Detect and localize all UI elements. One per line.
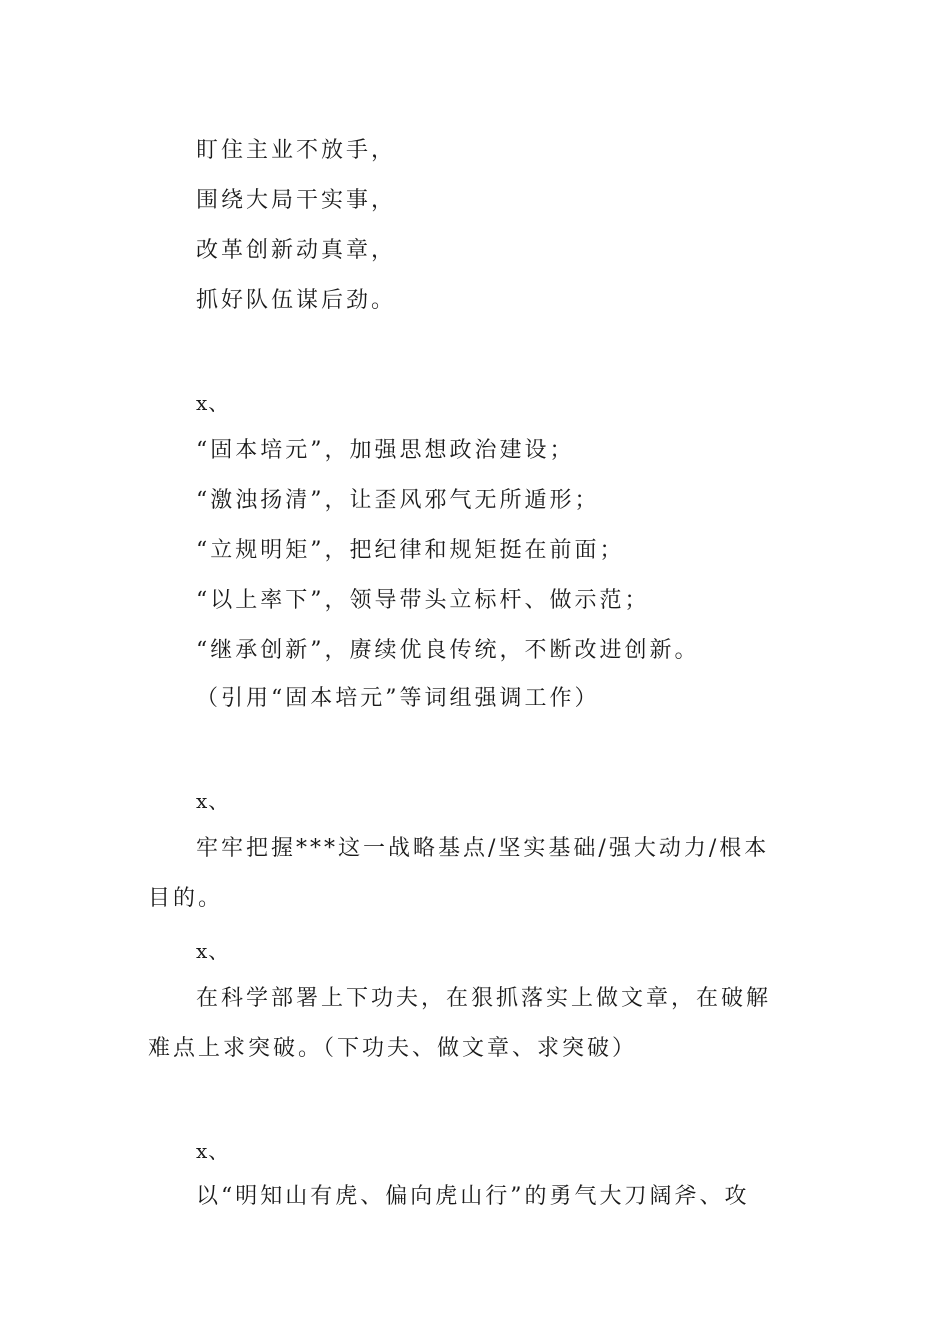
text-line: “激浊扬清”，让歪风邪气无所遁形； bbox=[196, 488, 600, 513]
text-line: “固本培元”，加强思想政治建设； bbox=[196, 438, 575, 463]
text-line: “继承创新”，赓续优良传统，不断改进创新。 bbox=[196, 638, 700, 663]
text-line: 抓好队伍谋后劲。 bbox=[196, 288, 397, 313]
text-line: 以“明知山有虎、偏向虎山行”的勇气大刀阔斧、攻 bbox=[196, 1184, 750, 1209]
text-line: 在科学部署上下功夫，在狠抓落实上做文章，在破解 bbox=[196, 986, 772, 1011]
text-line: 牢牢把握***这一战略基点/坚实基础/强大动力/根本 bbox=[196, 836, 770, 861]
text-line: “立规明矩”，把纪律和规矩挺在前面； bbox=[196, 538, 625, 563]
item-marker: x、 bbox=[196, 391, 230, 415]
text-line: 盯住主业不放手， bbox=[196, 138, 397, 163]
text-line: 改革创新动真章， bbox=[196, 238, 397, 263]
item-marker: x、 bbox=[196, 789, 230, 813]
text-line: （引用“固本培元”等词组强调工作） bbox=[196, 686, 600, 711]
text-line: 围绕大局干实事， bbox=[196, 188, 397, 213]
text-line: 目的。 bbox=[148, 886, 224, 911]
item-marker: x、 bbox=[196, 1139, 230, 1163]
text-line: “以上率下”，领导带头立标杆、做示范； bbox=[196, 588, 650, 613]
text-line: 难点上求突破。（下功夫、做文章、求突破） bbox=[148, 1036, 638, 1061]
item-marker: x、 bbox=[196, 939, 230, 963]
